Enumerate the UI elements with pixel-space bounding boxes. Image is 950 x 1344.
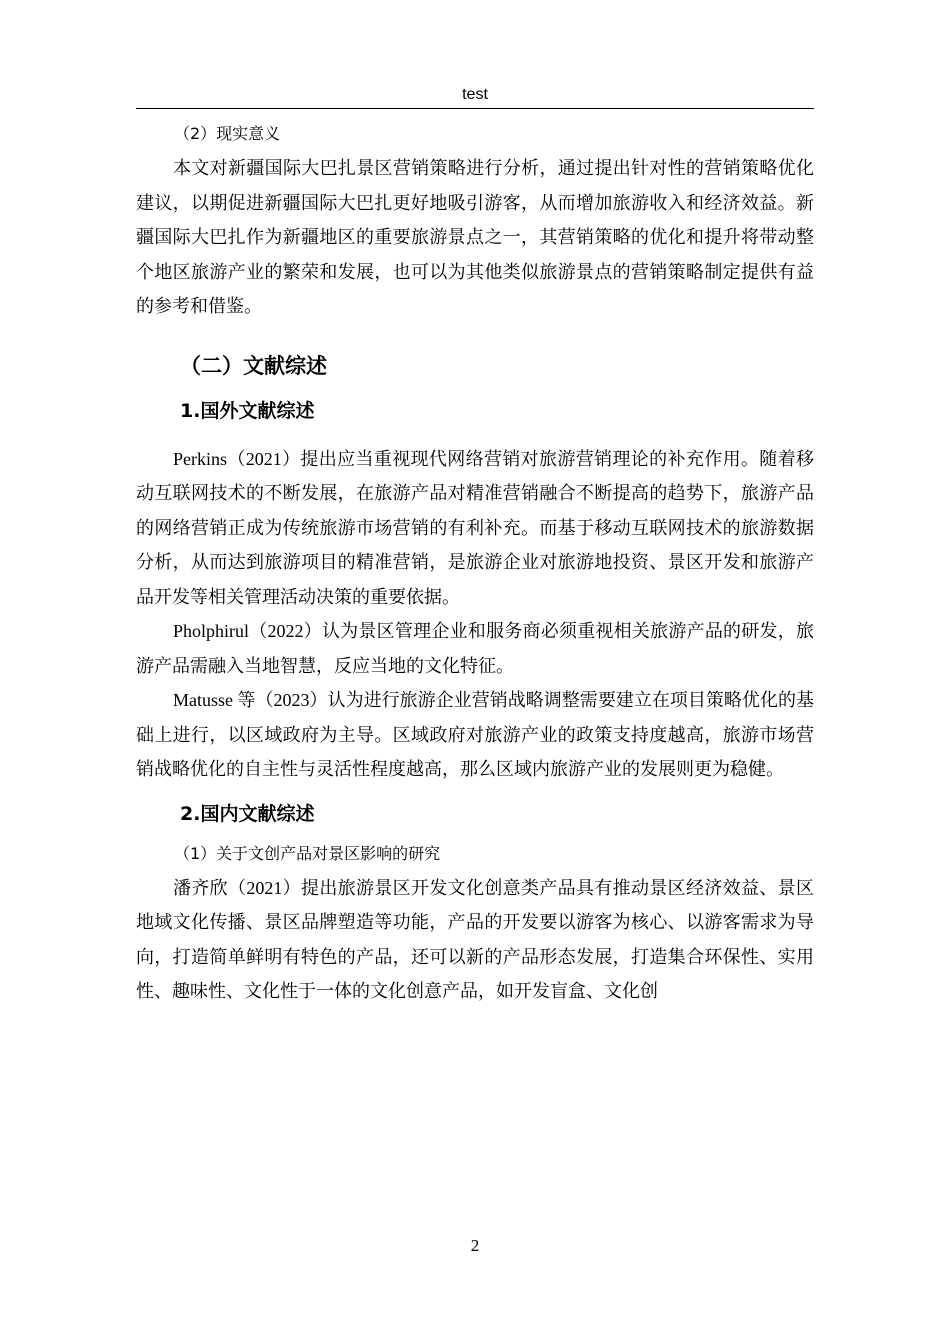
foreign-review-heading: 1.国外文献综述 bbox=[180, 399, 315, 422]
domestic-review-heading: 2.国内文献综述 bbox=[180, 802, 315, 825]
foreign-paragraph-perkins: Perkins（2021）提出应当重视现代网络营销对旅游营销理论的补充作用。随着移动互联网技术的不断发展，在旅游产品对精准营销融合不断提高的趋势下，旅游产品的网络营销正成为传统旅游市场营销的有利补充。而基于移动互联网技术的旅游数据分析，从而达到旅游项目的精准营销，是旅游企业对旅游地投资、景区开发和旅游产品开发等相关管理活动决策的重要依据。 bbox=[136, 448, 814, 607]
literature-review-heading: （二）文献综述 bbox=[180, 353, 327, 378]
cultural-products-subheading: （1）关于文创产品对景区影响的研究 bbox=[174, 843, 441, 863]
document-body bbox=[136, 117, 814, 1009]
practical-significance-paragraph: 本文对新疆国际大巴扎景区营销策略进行分析，通过提出针对性的营销策略优化建议，以期促进新疆国际大巴扎更好地吸引游客，从而增加旅游收入和经济效益。新疆国际大巴扎作为新疆地区的重要旅游景点之一，其营销策略的优化和提升将带动整个地区旅游产业的繁荣和发展，也可以为其他类似旅游景点的营销策略制定提供有益的参考和借鉴。 bbox=[136, 158, 814, 316]
foreign-paragraph-matusse: Matusse 等（2023）认为进行旅游企业营销战略调整需要建立在项目策略优化的基础上进行，以区域政府为主导。区域政府对旅游产业的政策支持度越高，旅游市场营销战略优化的自主性与灵活性程度越高，那么区域内旅游产业的发展则更为稳健。 bbox=[136, 690, 814, 779]
practical-significance-heading: （2）现实意义 bbox=[174, 124, 281, 143]
domestic-paragraph-pan: 潘齐欣（2021）提出旅游景区开发文化创意类产品具有推动景区经济效益、景区地域文化传播、景区品牌塑造等功能，产品的开发要以游客为核心、以游客需求为导向，打造简单鲜明有特色的产品，还可以新的产品形态发展，打造集合环保性、实用性、趣味性、文化性于一体的文化创意产品，如开发盲盒、文化创 bbox=[136, 877, 814, 1001]
page-header: test bbox=[462, 86, 488, 103]
page-number: 2 bbox=[470, 1236, 480, 1255]
foreign-paragraph-pholphirul: Pholphirul（2022）认为景区管理企业和服务商必须重视相关旅游产品的研发，旅游产品需融入当地智慧，反应当地的文化特征。 bbox=[136, 621, 814, 676]
header-divider bbox=[136, 108, 814, 109]
